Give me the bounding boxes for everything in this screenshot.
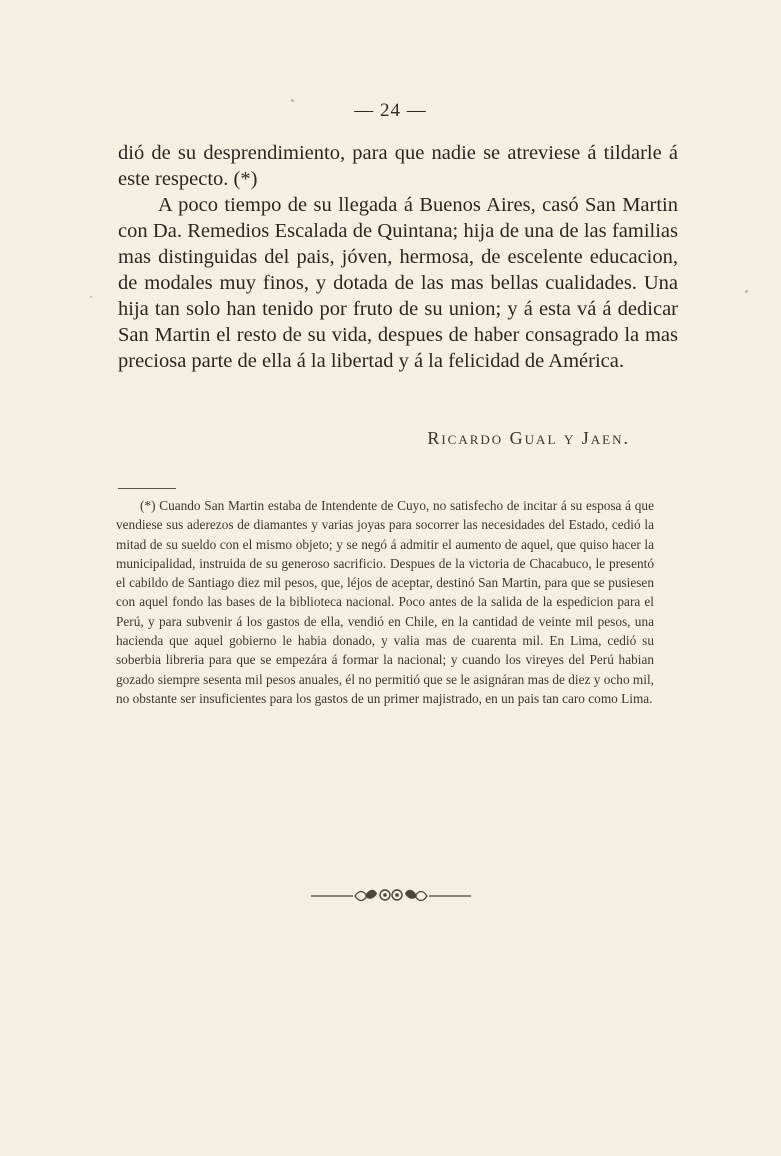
paragraph-2: A poco tiempo de su llegada á Buenos Aires, casó San Martin con Da. Remedios Escalada de Quintana; hija de una de las familias mas distinguidas del pais, jóven, hermosa, de escelente educacion, de modales muy finos, y dotada de las mas bellas cualidades. Una hija tan solo han tenido por fruto de su union; y á esta vá á dedicar San Martin el resto de su vida, despues de haber consagrado la mas preciosa parte de ella á la libertad y á la felicidad de América. (118, 194, 678, 372)
paragraph-1: dió de su desprendimiento, para que nadie se atreviese á tildarle á este respecto. (*) (118, 142, 678, 190)
footnote-divider (118, 488, 176, 489)
body-text (118, 140, 678, 374)
paper-speck (90, 296, 92, 298)
footnote-text: (*) Cuando San Martin estaba de Intendente de Cuyo, no satisfecho de incitar á su esposa á que vendiese sus aderezos de diamantes y varias joyas para socorrer las necesidades del Estado, cedió la mitad de su sueldo con el mismo objeto; y se negó á admitir el aumento de aquel, que quiso hacer la municipalidad, instruida de su generoso sacrificio. Despues de la victoria de Chacabuco, le presentó el cabildo de Santiago diez mil pesos, que, léjos de aceptar, destinó San Martin, para que se pusiesen con aquel fondo las bases de la biblioteca nacional. Poco antes de la salida de la espedicion para el Perú, y para subvenir á los gastos de ella, vendió en Chile, en la cantidad de veinte mil pesos, una hacienda que aquel gobierno le habia donado, y valia mas de cuarenta mil. En Lima, cedió su soberbia libreria para que se empezára á formar la nacional; y cuando los vireyes del Perú habian gozado siempre sesenta mil pesos anuales, él no permitió que se le asignáran mas de diez y ocho mil, no obstante ser insuficientes para los gastos de un primer majistrado, en un pais tan caro como Lima. (116, 498, 654, 706)
author-signature: Ricardo Gual y Jaen. (427, 428, 630, 448)
page-number: — 24 — (354, 100, 427, 121)
paper-speck (745, 290, 748, 293)
paper-speck (291, 99, 294, 102)
fleuron-ornament-icon (0, 880, 781, 910)
footnote (116, 496, 654, 708)
